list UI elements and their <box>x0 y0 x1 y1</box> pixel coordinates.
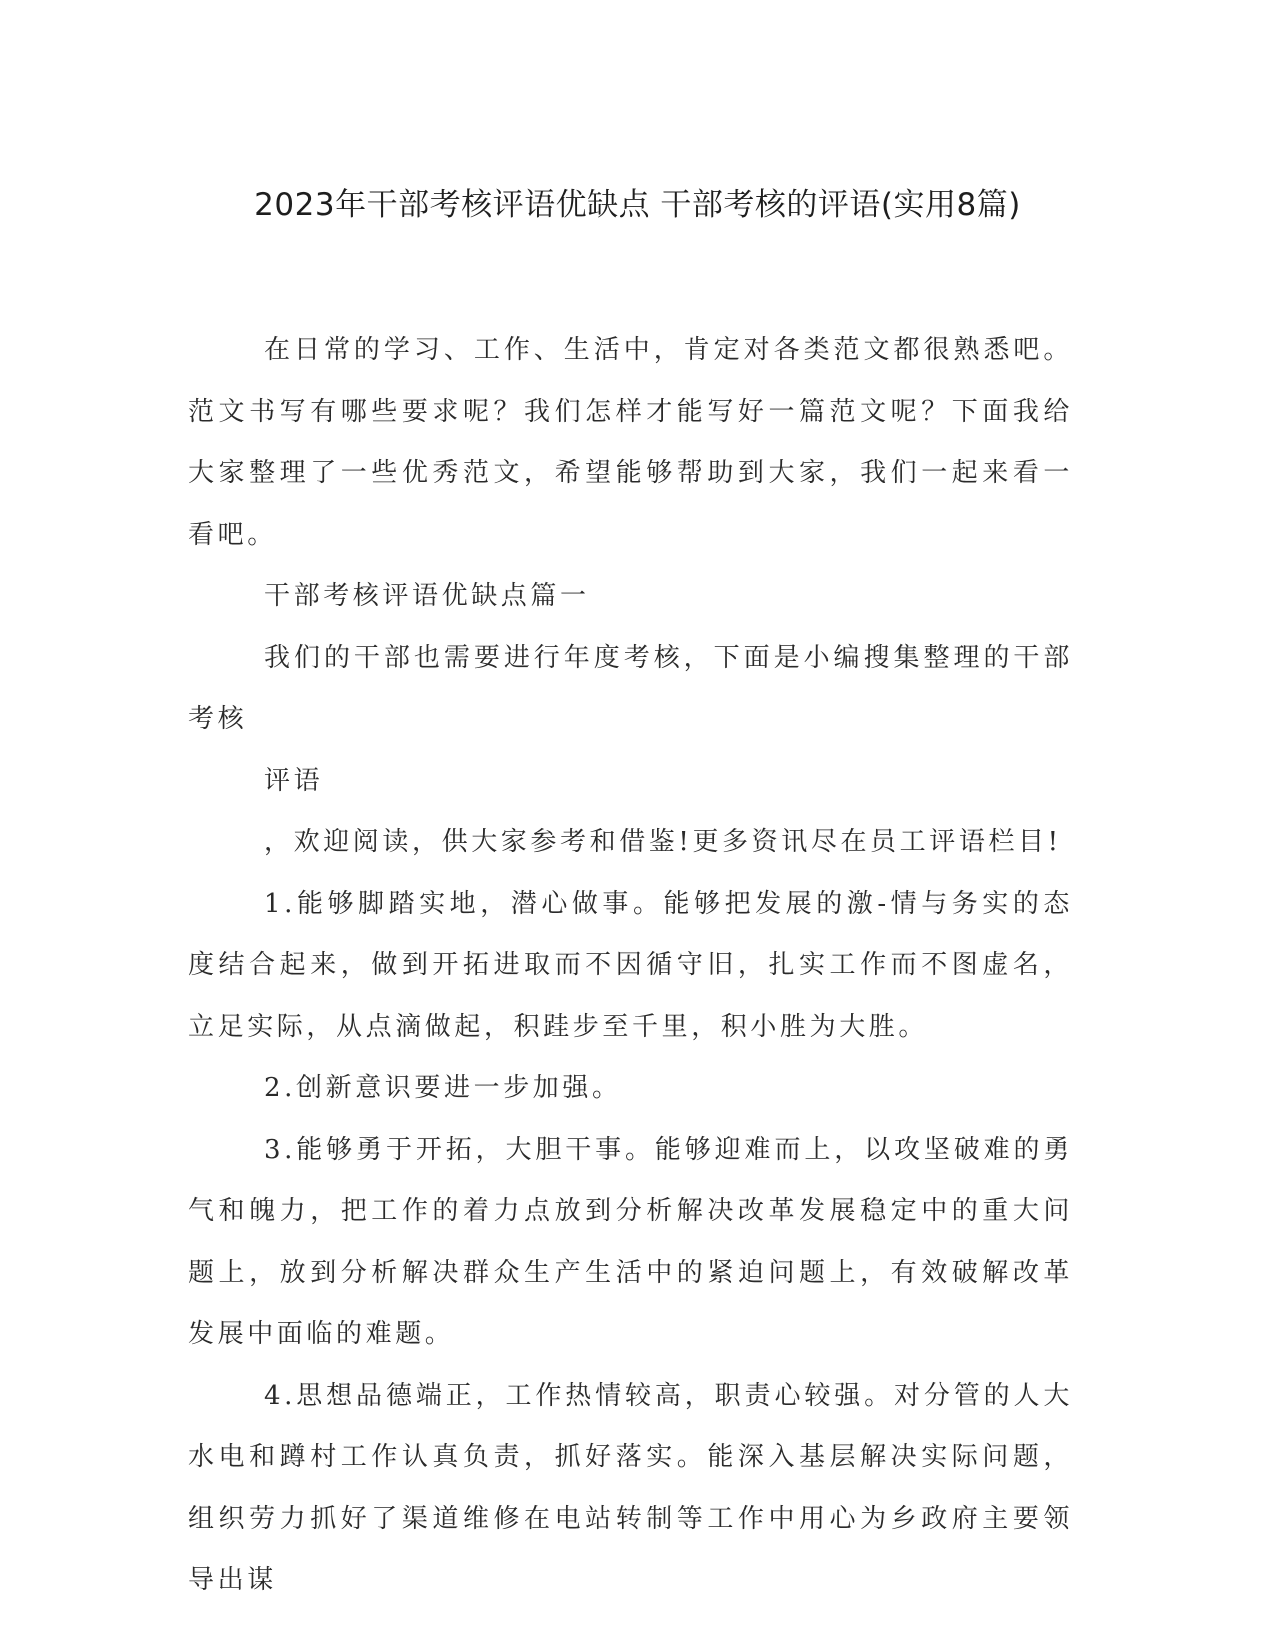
document-body <box>188 320 1073 1612</box>
paragraph-comment-label: 评语 <box>264 765 324 796</box>
list-item-3: 3.能够勇于开拓，大胆干事。能够迎难而上，以攻坚破难的勇气和魄力，把工作的着力点放到分析解决改革发展稳定中的重大问题上，放到分析解决群众生产生活中的紧迫问题上，有效破解改革发展中面临的难题。 <box>188 1134 1073 1349</box>
section-heading: 干部考核评语优缺点篇一 <box>264 581 590 611</box>
paragraph-welcome: ，欢迎阅读，供大家参考和借鉴!更多资讯尽在员工评语栏目! <box>264 827 1062 857</box>
list-item-1: 1.能够脚踏实地，潜心做事。能够把发展的激-情与务实的态度结合起来，做到开拓进取而不因循守旧，扎实工作而不图虚名，立足实际，从点滴做起，积跬步至千里，积小胜为大胜。 <box>188 888 1073 1042</box>
intro-paragraph: 在日常的学习、工作、生活中，肯定对各类范文都很熟悉吧。范文书写有哪些要求呢？我们怎样才能写好一篇范文呢？下面我给大家整理了一些优秀范文，希望能够帮助到大家，我们一起来看一看吧。 <box>188 335 1073 550</box>
document-title: 2023年干部考核评语优缺点 干部考核的评语(实用8篇) <box>254 187 1021 223</box>
list-item-4: 4.思想品德端正，工作热情较高，职责心较强。对分管的人大水电和蹲村工作认真负责，抓好落实。能深入基层解决实际问题，组织劳力抓好了渠道维修在电站转制等工作中用心为乡政府主要领导出谋 <box>188 1380 1073 1595</box>
paragraph-intro-assessment: 我们的干部也需要进行年度考核，下面是小编搜集整理的干部考核 <box>188 642 1073 734</box>
list-item-2: 2.创新意识要进一步加强。 <box>264 1073 622 1103</box>
